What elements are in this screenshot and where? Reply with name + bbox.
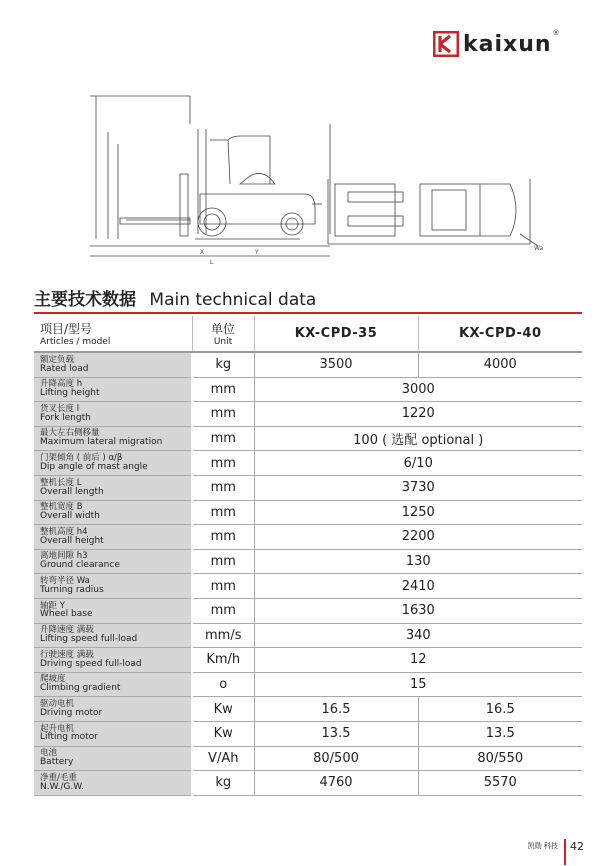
brand-logo xyxy=(433,29,560,57)
row-label-en: Overall height xyxy=(40,535,104,546)
row-unit: mm xyxy=(192,525,254,550)
row-value-model-2: 4000 xyxy=(418,352,582,377)
row-value-model-1: 4760 xyxy=(254,771,418,796)
row-label-en: Ground clearance xyxy=(40,560,120,571)
row-unit: kg xyxy=(192,352,254,377)
row-value-model-2: 80/550 xyxy=(418,746,582,771)
footer-company: 凯勋 科技 xyxy=(527,842,558,850)
row-label-en: Driving motor xyxy=(40,707,103,718)
table-row xyxy=(34,648,582,673)
row-unit: mm xyxy=(192,451,254,476)
row-label-zh: 整机高度 h4 xyxy=(40,526,88,537)
row-label-zh: 门架倾角 ( 前后 ) α/β xyxy=(40,452,123,463)
row-label-en: Overall length xyxy=(40,486,104,497)
forklift-technical-drawing xyxy=(60,84,550,264)
table-row xyxy=(34,352,582,377)
row-label xyxy=(34,525,192,550)
row-unit: mm/s xyxy=(192,623,254,648)
row-label xyxy=(34,475,192,500)
row-value: 12 xyxy=(254,648,582,673)
row-unit: V/Ah xyxy=(192,746,254,771)
page-footer xyxy=(528,833,584,859)
row-value-model-1: 16.5 xyxy=(254,697,418,722)
technical-data-table xyxy=(34,316,582,796)
row-value: 2410 xyxy=(254,574,582,599)
row-label-en: Driving speed full-load xyxy=(40,658,142,669)
row-label-en: Turning radius xyxy=(40,584,104,595)
row-label-zh: 电池 xyxy=(40,748,58,759)
brand-wordmark: kaixun xyxy=(463,31,552,57)
row-label-en: N.W./G.W. xyxy=(40,781,84,792)
row-label-en: Lifting motor xyxy=(40,732,98,743)
table-row xyxy=(34,500,582,525)
row-unit: Km/h xyxy=(192,648,254,673)
row-value: 1630 xyxy=(254,598,582,623)
row-label-zh: 转弯半径 Wa xyxy=(40,575,90,586)
table-row xyxy=(34,549,582,574)
page-number: 42 xyxy=(570,839,584,853)
row-label xyxy=(34,746,192,771)
svg-text:Y: Y xyxy=(255,249,259,256)
table-row xyxy=(34,426,582,451)
row-label xyxy=(34,672,192,697)
row-label xyxy=(34,352,192,377)
table-row xyxy=(34,697,582,722)
row-label-zh: 离地间隙 h3 xyxy=(40,551,88,562)
row-value: 130 xyxy=(254,549,582,574)
row-label xyxy=(34,574,192,599)
row-label-en: Maximum lateral migration xyxy=(40,437,163,448)
table-row xyxy=(34,451,582,476)
row-unit: mm xyxy=(192,549,254,574)
row-label-zh: 驱动电机 xyxy=(40,698,75,709)
header-articles xyxy=(34,316,192,352)
row-label-en: Rated load xyxy=(40,363,89,374)
row-label-zh: 起升电机 xyxy=(40,723,75,734)
row-unit: Kw xyxy=(192,697,254,722)
table-row xyxy=(34,771,582,796)
row-unit: mm xyxy=(192,426,254,451)
row-unit: o xyxy=(192,672,254,697)
row-value: 100 ( 选配 optional ) xyxy=(254,426,582,451)
header-unit xyxy=(192,316,254,352)
row-label xyxy=(34,697,192,722)
row-value: 1220 xyxy=(254,402,582,427)
row-label-en: Overall width xyxy=(40,511,100,522)
table-header-row xyxy=(34,316,582,352)
row-label xyxy=(34,426,192,451)
row-unit: mm xyxy=(192,377,254,402)
header-unit-en: Unit xyxy=(213,337,233,347)
row-label xyxy=(34,549,192,574)
row-label-en: Lifting height xyxy=(40,388,100,399)
header-articles-en: Articles / model xyxy=(40,337,111,347)
header-model-2: KX-CPD-40 xyxy=(418,316,582,352)
row-unit: mm xyxy=(192,475,254,500)
row-value-model-1: 80/500 xyxy=(254,746,418,771)
row-unit: mm xyxy=(192,598,254,623)
row-value: 2200 xyxy=(254,525,582,550)
row-unit: mm xyxy=(192,574,254,599)
table-row xyxy=(34,525,582,550)
row-label-en: Fork length xyxy=(40,412,91,423)
row-value: 3000 xyxy=(254,377,582,402)
row-label-zh: 货叉长度 l xyxy=(40,403,80,414)
row-label-zh: 爬坡度 xyxy=(40,674,66,685)
title-divider xyxy=(34,312,582,314)
table-row xyxy=(34,402,582,427)
header-articles-zh: 项目/型号 xyxy=(40,322,93,336)
table-row xyxy=(34,475,582,500)
row-label xyxy=(34,598,192,623)
section-title-zh: 主要技术数据 xyxy=(34,290,136,310)
section-title xyxy=(34,285,316,310)
row-unit: mm xyxy=(192,500,254,525)
svg-text:L: L xyxy=(210,259,214,264)
header-unit-zh: 单位 xyxy=(210,322,235,336)
footer-accent-bar xyxy=(564,839,566,865)
row-label xyxy=(34,771,192,796)
table-row xyxy=(34,377,582,402)
row-label xyxy=(34,377,192,402)
row-value: 3730 xyxy=(254,475,582,500)
row-value: 15 xyxy=(254,672,582,697)
row-unit: mm xyxy=(192,402,254,427)
row-value-model-2: 16.5 xyxy=(418,697,582,722)
row-label-en: Battery xyxy=(40,757,74,768)
row-label-en: Lifting speed full-load xyxy=(40,634,138,645)
row-label-en: Dip angle of mast angle xyxy=(40,461,148,472)
row-label xyxy=(34,451,192,476)
row-label-zh: 最大左右侧移量 xyxy=(40,428,100,439)
row-value-model-2: 5570 xyxy=(418,771,582,796)
row-label xyxy=(34,402,192,427)
row-value: 6/10 xyxy=(254,451,582,476)
table-row xyxy=(34,623,582,648)
table-row xyxy=(34,598,582,623)
row-value: 340 xyxy=(254,623,582,648)
row-label-zh: 整机宽度 B xyxy=(40,502,83,513)
row-label xyxy=(34,500,192,525)
svg-text:Wa: Wa xyxy=(534,245,544,252)
row-value: 1250 xyxy=(254,500,582,525)
table-row xyxy=(34,672,582,697)
row-label-zh: 升降高度 h xyxy=(40,379,83,390)
table-row xyxy=(34,746,582,771)
svg-text:X: X xyxy=(200,249,205,256)
row-label-zh: 整机长度 L xyxy=(40,477,82,488)
registered-mark: ® xyxy=(552,29,560,37)
kaixun-logo-icon xyxy=(433,31,459,57)
row-value-model-1: 3500 xyxy=(254,352,418,377)
row-label-en: Climbing gradient xyxy=(40,683,121,694)
row-unit: kg xyxy=(192,771,254,796)
table-row xyxy=(34,574,582,599)
section-title-en: Main technical data xyxy=(149,290,317,310)
row-label-zh: 净重/毛重 xyxy=(40,772,77,783)
row-label-zh: 额定负载 xyxy=(40,354,75,365)
row-label-zh: 升降速度 满载 xyxy=(40,625,94,636)
row-unit: Kw xyxy=(192,721,254,746)
row-value-model-1: 13.5 xyxy=(254,721,418,746)
row-label-zh: 行驶速度 满载 xyxy=(40,649,94,660)
row-label xyxy=(34,623,192,648)
header-model-1: KX-CPD-35 xyxy=(254,316,418,352)
table-row xyxy=(34,721,582,746)
row-label xyxy=(34,648,192,673)
row-label-zh: 轴距 Y xyxy=(40,600,65,611)
row-label-en: Wheel base xyxy=(40,609,93,620)
row-label xyxy=(34,721,192,746)
row-value-model-2: 13.5 xyxy=(418,721,582,746)
